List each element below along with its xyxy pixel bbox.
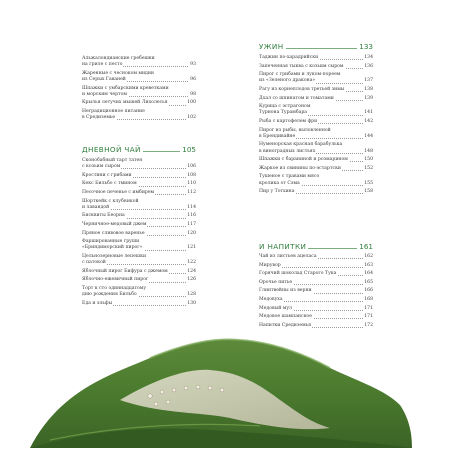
- toc-entry-page: 152: [364, 165, 373, 171]
- toc-entry-title: Медовое шампанское: [259, 314, 312, 320]
- toc-entry-title: Бисквиты Беорна: [82, 213, 125, 219]
- toc-entry[interactable]: [82, 254, 196, 266]
- toc-entry-title: Турнона Турамбара: [259, 110, 307, 116]
- toc-entry[interactable]: [259, 64, 373, 70]
- toc-entry-title: и морским чертом: [82, 91, 127, 97]
- toc-entry-page: 134: [364, 55, 373, 60]
- toc-entry-page: 128: [187, 292, 196, 298]
- toc-entry-title: дню рождения Бильбо: [82, 292, 137, 298]
- toc-entry-title: Фаршированные груши: [82, 239, 140, 245]
- toc-entry-title: Крылья летучих мышей Лихолесья: [82, 100, 168, 106]
- toc-entry-title: Орочье питье: [259, 279, 293, 285]
- toc-entry-page: 171: [364, 314, 373, 320]
- toc-entry-title: Шпажки с бараниной и розмарином: [259, 157, 348, 163]
- toc-entry-title: Рагу из корнеплодов третьей зимы: [259, 87, 345, 92]
- toc-entry-page: 165: [364, 279, 373, 285]
- toc-entry-page: 96: [190, 77, 196, 82]
- toc-entry-page: 171: [364, 305, 373, 311]
- toc-entry[interactable]: [82, 158, 196, 170]
- toc-entry[interactable]: [259, 142, 373, 154]
- section-title: И НАПИТКИ: [259, 242, 307, 251]
- toc-entry-title: из Серых Гаваней: [82, 77, 126, 82]
- section-drinks[interactable]: [259, 243, 373, 252]
- toc-entry[interactable]: [82, 109, 196, 121]
- section-page: 105: [182, 145, 196, 154]
- toc-entry[interactable]: [259, 157, 373, 163]
- toc-entry[interactable]: [82, 199, 196, 211]
- toc-entry-page: 150: [364, 157, 373, 163]
- toc-entry-title: «Бриндиморский пирог»: [82, 245, 143, 251]
- toc-entry-title: Пирог с грибами и луком-пореем: [259, 72, 341, 78]
- toc-entry[interactable]: [82, 71, 196, 83]
- section-page: 133: [359, 42, 373, 51]
- toc-entry-page: 98: [190, 91, 196, 97]
- toc-entry-page: 120: [187, 230, 196, 236]
- toc-entry-title: Напитки Средиземья: [259, 322, 312, 328]
- toc-entry-page: 124: [187, 268, 196, 274]
- toc-entry-page: 168: [364, 297, 373, 302]
- toc-entry[interactable]: [259, 104, 373, 116]
- toc-entry-title: кролика от Сэма: [259, 180, 300, 186]
- toc-entry-title: Яблочный пирог Бифура с джемом: [82, 268, 168, 274]
- toc-entry-page: 172: [364, 322, 373, 328]
- toc-entry-page: 121: [187, 245, 196, 251]
- toc-entry-title: Пирог из рыбы, выловленной: [259, 127, 331, 133]
- toc-entry-page: 164: [364, 271, 373, 277]
- toc-entry-page: 137: [364, 78, 373, 84]
- toc-entry-page: 108: [187, 172, 196, 178]
- toc-entry[interactable]: [259, 189, 373, 195]
- toc-entry-title: Медовый мул: [259, 305, 292, 311]
- toc-entry-page: 126: [187, 277, 196, 283]
- toc-entry[interactable]: [82, 286, 196, 298]
- toc-entry-page: 110: [187, 181, 196, 187]
- toc-entry[interactable]: [82, 173, 196, 179]
- toc-entry-page: 130: [187, 300, 196, 306]
- toc-entry-page: 93: [190, 62, 196, 68]
- toc-entry-title: Шорткейк с клубникой: [82, 198, 139, 204]
- toc-entry[interactable]: [82, 213, 196, 219]
- toc-entry[interactable]: [82, 269, 196, 275]
- toc-entry[interactable]: [82, 86, 196, 98]
- toc-entry-title: в Брендивайне: [259, 133, 296, 139]
- toc-entry-page: 148: [364, 148, 373, 154]
- toc-entry-title: из «Зеленого дракона»: [259, 78, 316, 84]
- toc-entry[interactable]: [259, 55, 373, 61]
- toc-entry-page: 122: [187, 260, 196, 266]
- toc-entry[interactable]: [259, 271, 373, 277]
- toc-entry-page: 116: [187, 213, 196, 219]
- toc-entry-page: 158: [364, 189, 373, 195]
- toc-entry[interactable]: [82, 277, 196, 283]
- toc-entry[interactable]: [259, 174, 373, 186]
- toc-entry-title: Жаркое из свинины по-эстартски: [259, 165, 341, 171]
- toc-entry-title: Яблочно-ежевичный пирог: [82, 277, 149, 283]
- toc-entry-page: 139: [364, 95, 373, 101]
- toc-entry-title: Нуменорская красная барабулька: [259, 142, 343, 148]
- section-dinner[interactable]: [259, 43, 373, 52]
- toc-entry[interactable]: [82, 239, 196, 251]
- toc-entry-page: 102: [187, 115, 196, 121]
- section-title: УЖИН: [259, 42, 284, 51]
- toc-entry[interactable]: [259, 306, 373, 312]
- toc-entry-title: Дхал со шпинатом и томатами: [259, 95, 334, 101]
- toc-entry-page: 162: [364, 254, 373, 259]
- toc-entry-title: в виноградных листьях: [259, 148, 316, 154]
- toc-entry-page: 138: [364, 87, 373, 92]
- toc-entry[interactable]: [82, 301, 196, 307]
- toc-entry-page: 166: [364, 288, 373, 294]
- toc-entry-title: Пряное сливовое варенье: [82, 230, 145, 236]
- toc-entry-title: Горячий шоколад Старого Тука: [259, 271, 337, 277]
- toc-entry[interactable]: [259, 87, 373, 93]
- toc-entry[interactable]: [82, 231, 196, 237]
- toc-entry-page: 114: [187, 204, 196, 210]
- toc-entry-title: Чай из листьев ацеласа: [259, 254, 317, 259]
- toc-entry-title: Запеченная тыква с козьим сыром: [259, 63, 344, 69]
- toc-entry-title: Сконобабный тарт татен: [82, 158, 143, 163]
- green-hill-illustration: [0, 330, 450, 450]
- toc-entry-title: Шпажки с умбарскими креветками: [82, 85, 169, 91]
- toc-entry[interactable]: [259, 72, 373, 84]
- toc-entry-page: 142: [364, 119, 373, 124]
- toc-entry-page: 117: [187, 222, 196, 227]
- section-title: ДНЕВНОЙ ЧАЙ: [82, 145, 141, 154]
- toc-entry-title: в Средиземье: [82, 115, 116, 121]
- toc-entry[interactable]: [259, 263, 373, 269]
- toc-entry-title: на гриле с песто: [82, 62, 123, 68]
- toc-entry[interactable]: [259, 119, 373, 125]
- toc-entry-page: 112: [187, 190, 196, 195]
- toc-entry-page: 141: [364, 110, 373, 116]
- toc-entry[interactable]: [82, 100, 196, 106]
- toc-entry[interactable]: [82, 190, 196, 196]
- section-afternoon-tea[interactable]: [82, 146, 196, 155]
- toc-entry-title: Цельнозерновые лепешки: [82, 254, 147, 259]
- toc-entry-title: Еда и эльфы: [82, 300, 113, 306]
- toc-entry[interactable]: [259, 128, 373, 140]
- toc-entry[interactable]: [82, 181, 196, 187]
- toc-entry-title: Тушеное с травами мясо: [259, 174, 320, 180]
- toc-entry-page: 163: [364, 262, 373, 268]
- toc-entry-page: 106: [187, 164, 196, 170]
- toc-entry-title: Пир у Тотхина: [259, 189, 295, 195]
- toc-entry-title: Торт к сто одиннадцатому: [82, 286, 147, 291]
- toc-entry-title: с патокой: [82, 260, 106, 266]
- toc-entry-title: Рыба с картофелем фри: [259, 119, 318, 124]
- toc-entry-page: 100: [187, 100, 196, 106]
- toc-entry-title: с козьим сыром: [82, 164, 121, 170]
- toc-entry-title: Кростини с грибами: [82, 172, 132, 178]
- toc-entry-title: и лавандой: [82, 204, 110, 210]
- toc-entry[interactable]: [82, 222, 196, 228]
- toc-entry-title: Курица с эстрагоном: [259, 104, 311, 110]
- toc-entry[interactable]: [259, 323, 373, 329]
- toc-entry[interactable]: [259, 280, 373, 286]
- toc-entry[interactable]: [259, 254, 373, 260]
- toc-entry[interactable]: [82, 56, 196, 68]
- toc-entry[interactable]: [259, 314, 373, 320]
- toc-entry-title: Неградиционное питание: [82, 109, 145, 114]
- toc-entry-title: Альжалондианские гребешки: [82, 56, 155, 61]
- toc-entry[interactable]: [259, 297, 373, 303]
- toc-entry[interactable]: [259, 166, 373, 172]
- section-page: 161: [359, 242, 373, 251]
- toc-entry[interactable]: [259, 288, 373, 294]
- toc-entry-title: Мирувор: [259, 262, 281, 268]
- toc-entry-title: Кекс Бильбо с тмином: [82, 181, 137, 187]
- toc-entry-title: Жаренные с чесноком мидии: [82, 70, 154, 76]
- toc-entry-title: Песочное печенье с имбирем: [82, 190, 155, 195]
- toc-entry[interactable]: [259, 96, 373, 102]
- toc-entry-title: Глинтвейны из верни: [259, 288, 312, 294]
- toc-entry-title: Медовуха: [259, 297, 283, 302]
- toc-entry-title: Таджин по-харадрийски: [259, 55, 319, 60]
- toc-entry-page: 155: [364, 180, 373, 186]
- toc-entry-page: 136: [364, 63, 373, 69]
- toc-entry-title: Черничное-медовый джем: [82, 222, 147, 227]
- toc-entry-page: 144: [364, 133, 373, 139]
